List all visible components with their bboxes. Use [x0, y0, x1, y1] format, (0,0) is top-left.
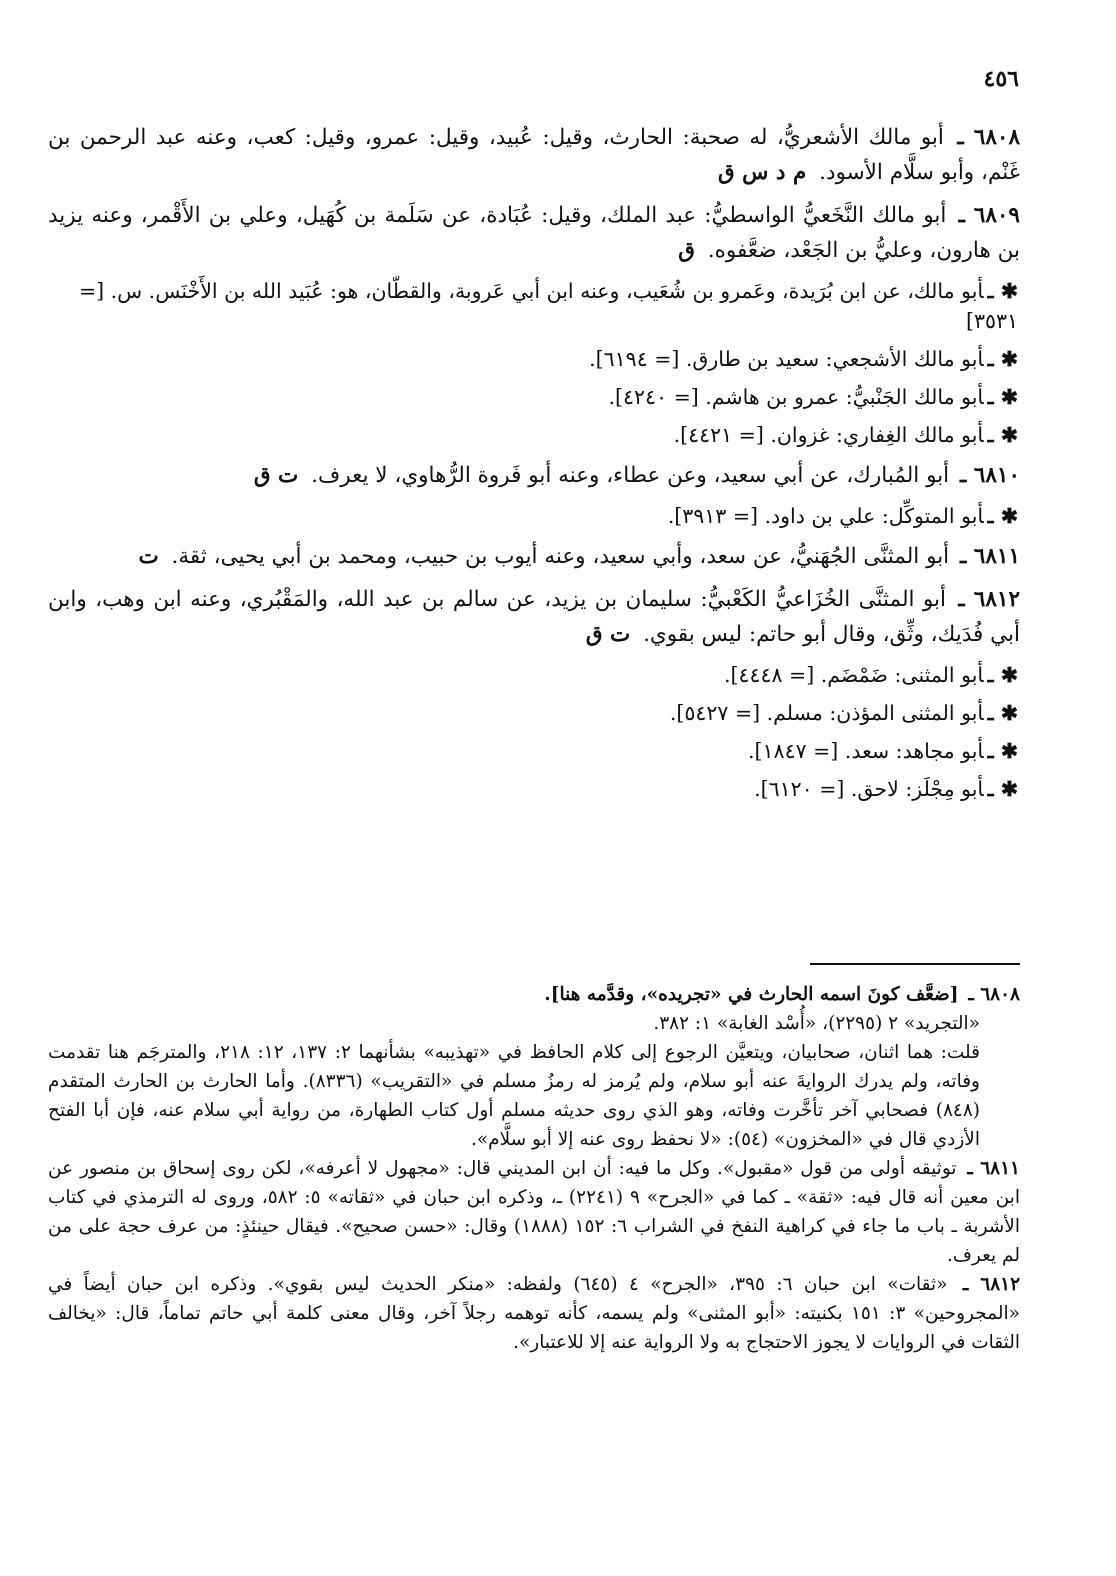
xref-text: أبو مالك الجَنْبيُّ: عمرو بن هاشم. [= ٤٢٤٠].	[608, 385, 984, 409]
footnote-6808	[48, 980, 1020, 1009]
footnote-line: قلت: هما اثنان، صحابيان، ويتعيَّن الرجوع إلى كلام الحافظ في «تهذيبه» بشأنهما ٢: ١٣٧، ١٢: ٢١٨، والمترجَم هنا تقدمت وفاته، ولم يدرك الروايةَ عنه أبو سلام، ولم يُرمز له رمزُ مسلم في «التقريب» (٨٣٣٦). وأما الحارث بن الحارث المتقدم (٨٤٨) فصحابي آخر تأخَّرت وفاته، وهو الذي روى حديثه مسلم أول كتاب الطهارة، من رواية أبي سلام عنه، فإن أبا الفتح الأزدي قال في «المخزون» (٥٤): «لا نحفظ روى عنه إلا أبو سلَّام».	[48, 1042, 980, 1150]
xref-item	[48, 344, 1020, 374]
entry-symbols: ق	[678, 238, 695, 263]
xref-text: أبو مجاهد: سعد. [= ١٨٤٧].	[748, 739, 984, 763]
star-icon: ✱ ـ	[987, 739, 1018, 763]
footnote-6812	[48, 1270, 1020, 1357]
xref-item	[48, 420, 1020, 450]
xref-item	[48, 382, 1020, 412]
footnote-number: ٦٨٠٨ ـ	[968, 984, 1020, 1005]
entry-symbols: ت	[138, 544, 159, 569]
footnote-6811	[48, 1154, 1020, 1270]
entry-text: أبو مالك النَّخَعيُّ الواسطيُّ: عبد الملك، وقيل: عُبَادة، عن سَلَمة بن كُهَيل، وعلي بن الأَقْمر، وعنه يزيد بن هارون، وعليُّ بن الجَعْد، ضعَّفوه.	[48, 203, 1020, 263]
entry-text: أبو مالك الأشعريُّ، له صحبة: الحارث، وقيل: عُبيد، وقيل: عمرو، وقيل: كعب، وعنه عبد الرحمن بن غَنْم، وأبو سلَّام الأسود.	[48, 125, 1020, 185]
page-number: ٤٥٦	[983, 66, 1019, 92]
xref-text: أبو المتوكِّل: علي بن داود. [= ٣٩١٣].	[667, 504, 984, 528]
entry-6811	[48, 539, 1020, 574]
star-icon: ✱ ـ	[987, 279, 1018, 303]
star-icon: ✱ ـ	[987, 385, 1018, 409]
footnote-divider	[810, 963, 1020, 965]
entry-6808	[48, 120, 1020, 190]
xref-text: أبو مالك، عن ابن بُرَيدة، وعَمرو بن شُعَيب، وعنه ابن أبي عَروبة، والقطّان، هو: عُبَيد الله بن الأَخْنَس. س. [= ٣٥٣١]	[78, 279, 1018, 333]
main-entries	[48, 120, 1020, 812]
star-icon: ✱ ـ	[987, 423, 1018, 447]
entry-symbols: ت ق	[585, 622, 631, 647]
entry-6810	[48, 458, 1020, 493]
entry-symbols: ت ق	[253, 463, 299, 488]
entry-6812	[48, 582, 1020, 652]
xref-text: أبو مالك الغِفاري: غزوان. [= ٤٤٢١].	[673, 423, 984, 447]
footnote-line: «ثقات» ابن حبان ٦: ٣٩٥، «الجرح» ٤ (٦٤٥) ولفظه: «منكر الحديث ليس بقوي». وذكره ابن حبان أيضاً في «المجروحين» ٣: ١٥١ بكنيته: «أبو المثنى» ولم يسمه، كأنه توهمه رجلاً آخر، وقال معنى كلمة أبي حاتم تماماً، قال: «يخالف الثقات في الروايات لا يجوز الاحتجاج به ولا الرواية عنه إلا للاعتبار».	[48, 1274, 1020, 1353]
xref-text: أبو مالك الأشجعي: سعيد بن طارق. [= ٦١٩٤].	[589, 347, 984, 371]
xref-item	[48, 660, 1020, 690]
xref-item	[48, 736, 1020, 766]
entry-number: ٦٨١١ ـ	[960, 544, 1020, 569]
entry-number: ٦٨١٠ ـ	[960, 463, 1020, 488]
xref-item	[48, 501, 1020, 531]
entry-6809	[48, 198, 1020, 268]
entry-symbols: م د س ق	[718, 160, 807, 185]
xref-item	[48, 774, 1020, 804]
xref-item	[48, 698, 1020, 728]
footnote-line: «التجريد» ٢ (٢٢٩٥)، «أُسْد الغابة» ١: ٣٨٢.	[653, 1013, 980, 1034]
xref-text: أبو المثنى: ضَمْضَم. [= ٤٤٤٨].	[723, 663, 984, 687]
star-icon: ✱ ـ	[987, 347, 1018, 371]
footnote-number: ٦٨١١ ـ	[967, 1158, 1020, 1179]
star-icon: ✱ ـ	[987, 701, 1018, 725]
footnote-number: ٦٨١٢ ـ	[962, 1274, 1021, 1295]
footnote-headline: [ضعَّف كونَ اسمه الحارث في «تجريده»، وقدَّمه هنا].	[544, 984, 959, 1005]
entry-text: أبو المُبارك، عن أبي سعيد، وعن عطاء، وعنه أبو فَروة الرُّهاوي، لا يعرف.	[311, 463, 950, 488]
xref-text: أبو المثنى المؤذن: مسلم. [= ٥٤٢٧].	[669, 701, 984, 725]
xref-item	[48, 276, 1020, 336]
entry-text: أبو المثنَّى الجُهَنيُّ، عن سعد، وأبي سعيد، وعنه أيوب بن حبيب، ومحمد بن أبي يحيى، ثقة.	[171, 544, 950, 569]
entry-number: ٦٨١٢ ـ	[958, 587, 1020, 612]
xref-text: أبو مِجْلَز: لاحق. [= ٦١٢٠].	[754, 777, 984, 801]
star-icon: ✱ ـ	[987, 777, 1018, 801]
entry-number: ٦٨٠٨ ـ	[957, 125, 1020, 150]
entry-text: أبو المثنَّى الخُزَاعيُّ الكَعْبيُّ: سليمان بن يزيد، عن سالم بن عبد الله، والمَقْبُري، وعنه ابن وهب، وابن أبي فُدَيك، وثِّق، وقال أبو حاتم: ليس بقوي.	[48, 587, 1020, 647]
star-icon: ✱ ـ	[987, 663, 1018, 687]
star-icon: ✱ ـ	[987, 504, 1018, 528]
footnotes	[48, 980, 1020, 1357]
footnote-line: توثيقه أولى من قول «مقبول». وكل ما فيه: أن ابن المديني قال: «مجهول لا أعرفه»، لكن روى إسحاق بن منصور عن ابن معين أنه قال فيه: «ثقة» ـ كما في «الجرح» ٩ (٢٢٤١) ـ، وذكره ابن حبان في «ثقاته» ٥: ٥٨٢، وروى له الترمذي في كتاب الأشربة ـ باب ما جاء في كراهية النفخ في الشراب ٦: ١٥٢ (١٨٨٨) وقال: «حسن صحيح». فيقال حينئذٍ: من عرف حجة على من لم يعرف.	[48, 1158, 1020, 1266]
entry-number: ٦٨٠٩ ـ	[958, 203, 1020, 228]
